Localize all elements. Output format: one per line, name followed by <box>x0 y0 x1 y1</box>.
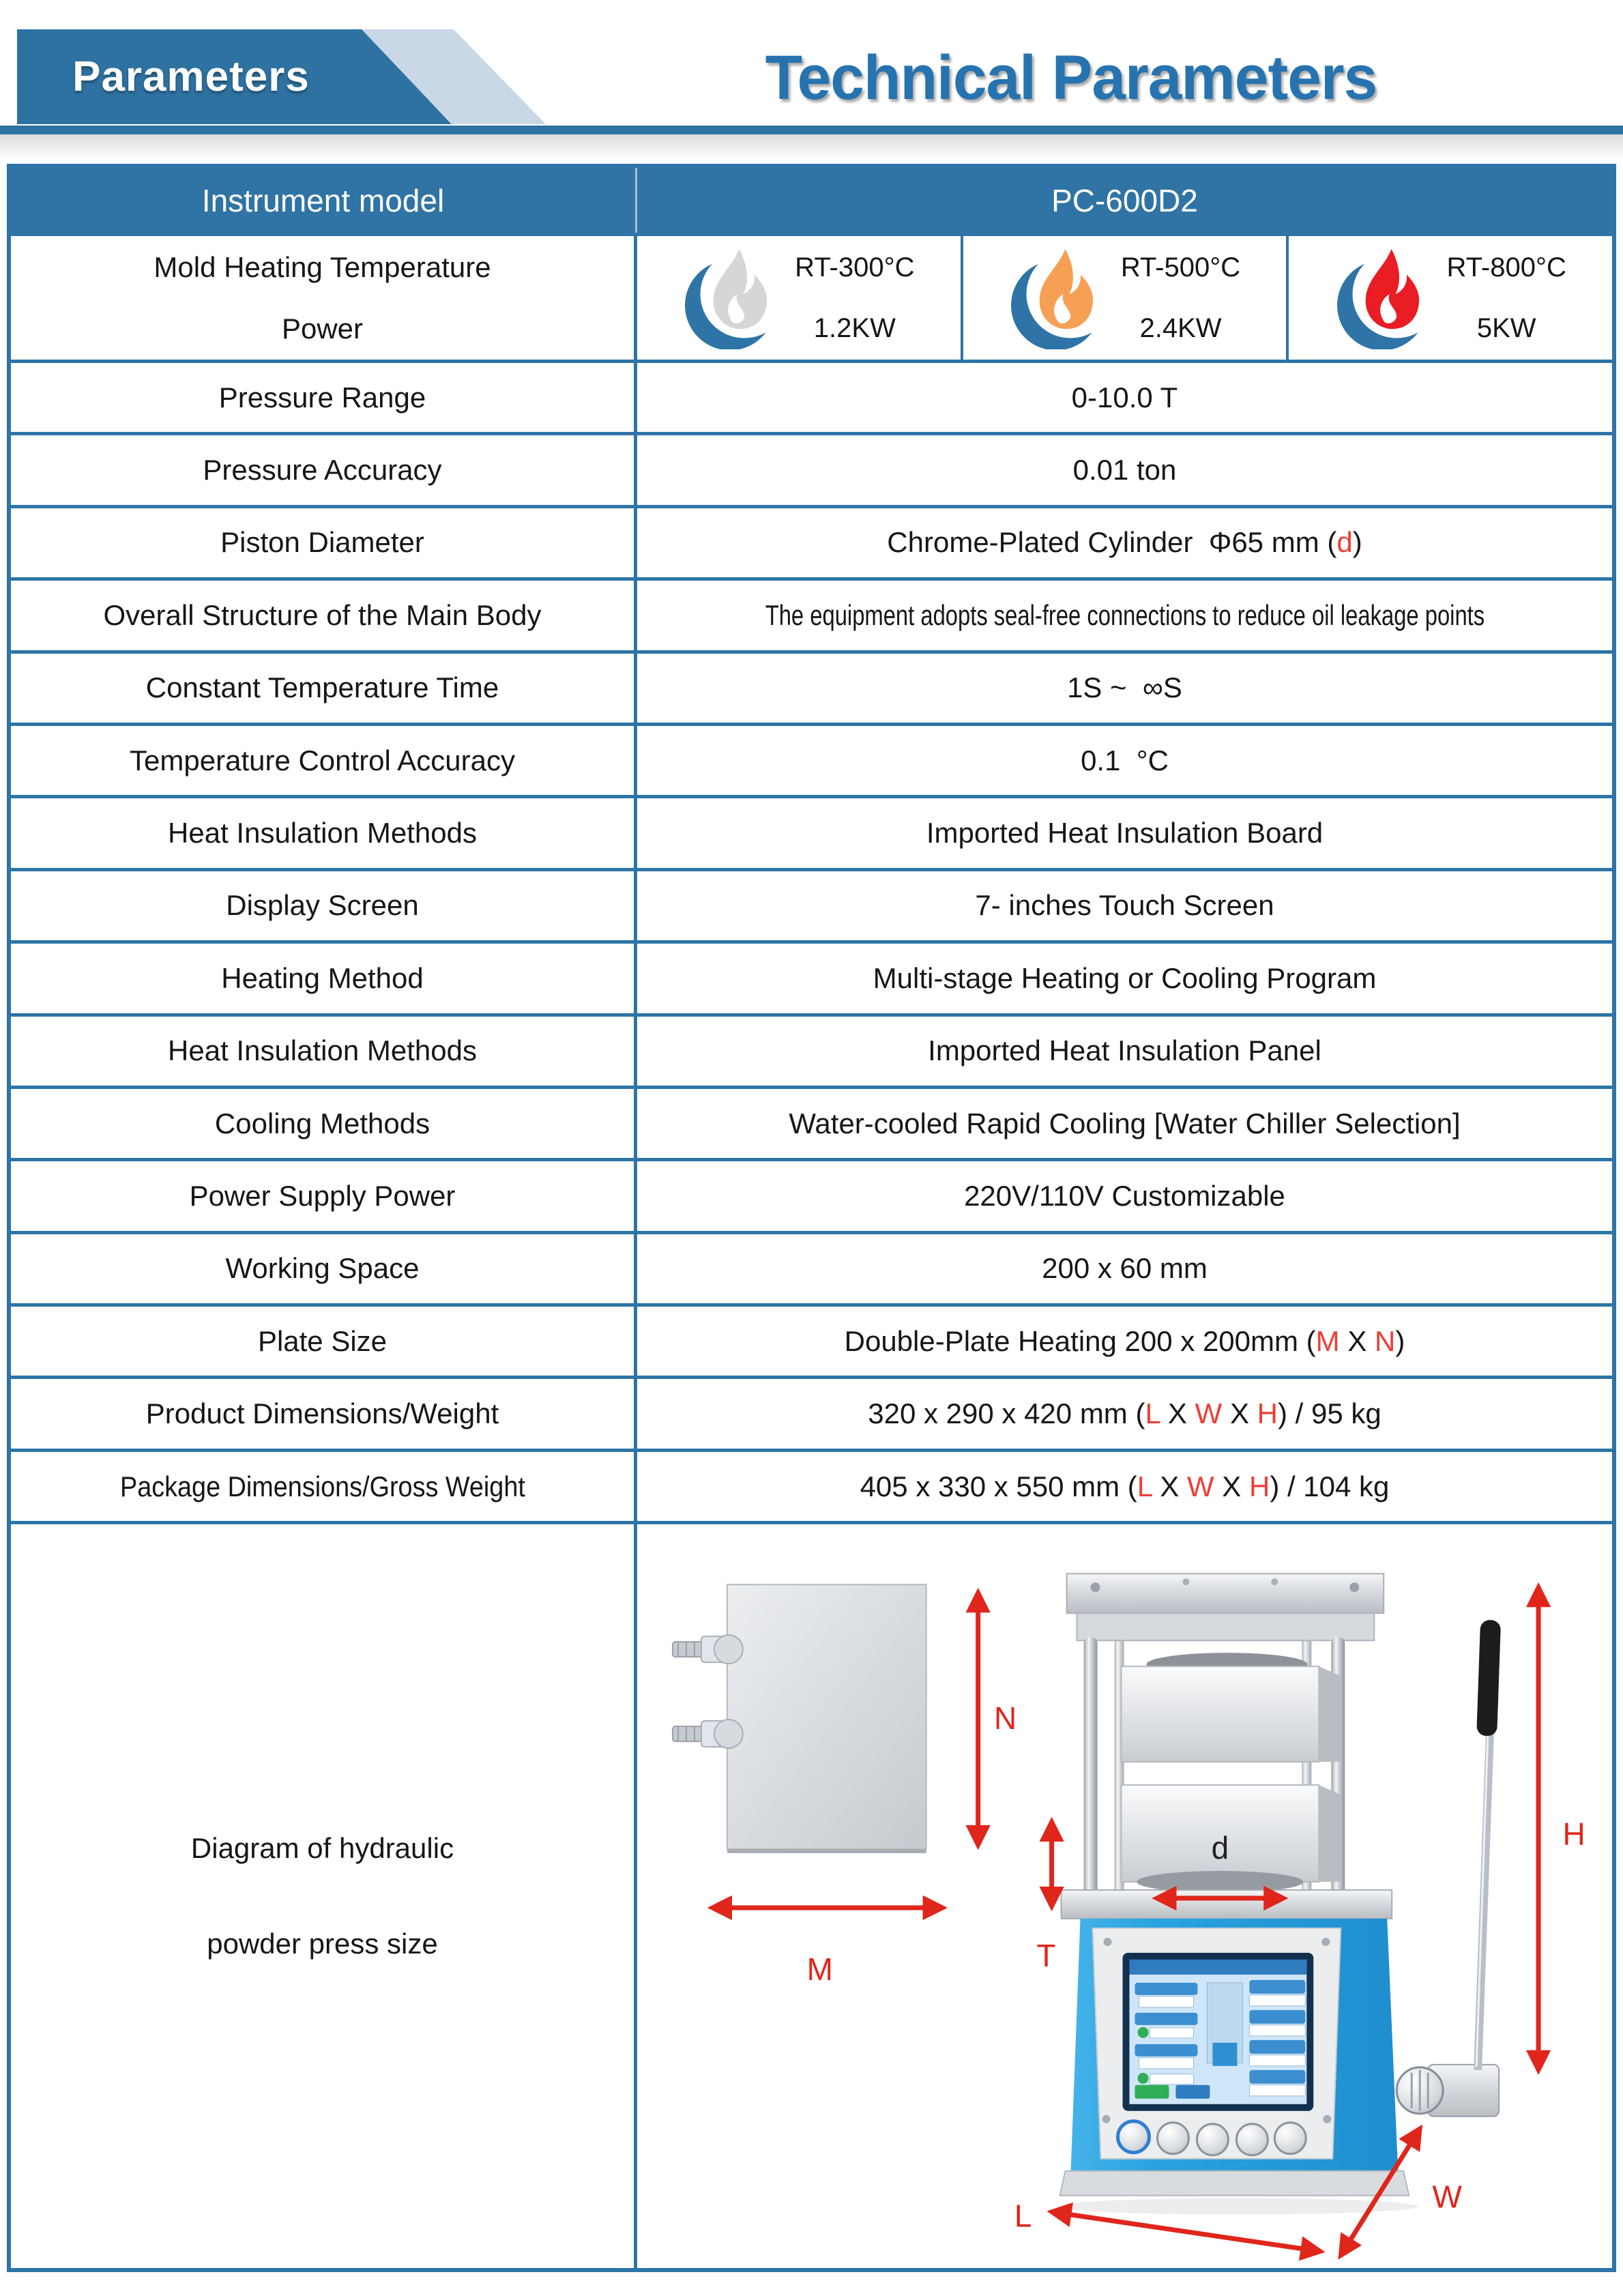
value-segment: L <box>1145 1397 1160 1430</box>
heating-options <box>637 236 1612 360</box>
value-segment: 405 x 330 x 550 mm ( <box>860 1470 1137 1502</box>
header-value-cell: PC-600D2 <box>1051 182 1198 218</box>
row-value-cell <box>637 363 1612 432</box>
value-segment: W <box>1186 1470 1214 1502</box>
table-row <box>11 360 1612 432</box>
hose-fitting-icon <box>673 1719 743 1748</box>
heating-option-cell <box>961 236 1287 360</box>
row-value-cell <box>637 1017 1612 1086</box>
dim-label-l: L <box>1014 2198 1032 2234</box>
dim-label-d: d <box>1211 1830 1229 1866</box>
value-segment: 0-10.0 T <box>1071 381 1178 413</box>
table-row <box>11 1449 1612 1521</box>
heating-label-line2: Power <box>281 312 364 345</box>
heating-power: 1.2KW <box>813 313 896 343</box>
touch-screen-illustration <box>1123 1953 1314 2111</box>
value-segment: X <box>1222 1397 1257 1430</box>
flame-red-icon <box>1335 247 1437 349</box>
value-segment: d <box>1336 526 1353 559</box>
row-label: Working Space <box>225 1252 420 1285</box>
row-label: Heating Method <box>221 961 424 994</box>
row-label: Heat Insulation Methods <box>168 817 477 849</box>
heating-temp: RT-800°C <box>1446 252 1566 282</box>
row-value <box>926 817 1323 849</box>
row-label-cell <box>11 1379 637 1448</box>
row-label: Plate Size <box>257 1324 388 1357</box>
table-row <box>11 1376 1612 1448</box>
row-label-cell <box>11 508 637 577</box>
row-value <box>1073 454 1177 486</box>
row-value-cell <box>637 1234 1612 1303</box>
row-value <box>887 526 1362 559</box>
table-row <box>11 577 1612 650</box>
banner-divider-line <box>0 126 1623 134</box>
value-segment: 220V/110V Customizable <box>964 1179 1285 1212</box>
value-segment: The equipment adopts seal-free connections to reduce oil leakage points <box>765 598 1485 631</box>
spec-table <box>7 164 1616 2272</box>
value-segment: X <box>1339 1324 1375 1357</box>
hand-lever-illustration <box>1397 1620 1501 2117</box>
row-label-cell <box>11 1161 637 1230</box>
table-row <box>11 432 1612 504</box>
value-segment: Multi-stage Heating or Cooling Program <box>873 961 1377 994</box>
row-value-cell <box>637 435 1612 504</box>
table-row <box>11 723 1612 795</box>
value-segment: Imported Heat Insulation Panel <box>928 1034 1321 1067</box>
row-label: Display Screen <box>226 889 419 922</box>
table-header-row <box>11 168 1612 233</box>
row-label: Piston Diameter <box>220 526 424 559</box>
value-segment: Imported Heat Insulation Board <box>926 817 1324 849</box>
table-row <box>11 650 1612 723</box>
value-segment: X <box>1214 1470 1249 1502</box>
hose-fitting-icon <box>673 1636 743 1664</box>
table-row <box>11 1303 1612 1376</box>
row-value-cell <box>637 944 1612 1013</box>
heating-row <box>11 233 1612 360</box>
row-label-cell <box>11 435 637 504</box>
row-value-cell <box>637 508 1612 577</box>
row-value <box>789 1107 1460 1140</box>
value-segment: 0.01 ton <box>1072 454 1177 486</box>
heating-plate-illustration <box>673 1585 926 1854</box>
row-label-cell <box>11 871 637 940</box>
value-segment: X <box>1152 1470 1187 1502</box>
row-label-cell <box>11 581 637 650</box>
value-segment: ) <box>1395 1324 1405 1357</box>
table-row <box>11 940 1612 1013</box>
row-value-cell <box>637 1161 1612 1230</box>
value-segment: N <box>1375 1324 1396 1357</box>
row-label-cell <box>11 363 637 432</box>
value-segment: H <box>1257 1397 1278 1430</box>
heating-power: 5KW <box>1476 313 1536 343</box>
row-value <box>1072 381 1178 414</box>
page-title: Technical Parameters <box>765 43 1377 113</box>
row-label: Overall Structure of the Main Body <box>103 598 542 631</box>
row-label: Temperature Control Accuracy <box>130 744 515 776</box>
row-label-cell <box>11 654 637 723</box>
value-segment: 0.1 °C <box>1081 744 1169 776</box>
heating-power: 2.4KW <box>1139 313 1222 343</box>
table-row <box>11 1013 1612 1086</box>
flame-orange-icon <box>1009 247 1111 349</box>
row-label-cell <box>11 726 637 795</box>
value-segment: ) / 104 kg <box>1270 1470 1390 1502</box>
row-value <box>845 1325 1405 1358</box>
flame-gray-icon <box>683 247 785 349</box>
table-row <box>11 1231 1612 1303</box>
row-value <box>765 599 1484 632</box>
table-row <box>11 795 1612 867</box>
row-label-cell <box>11 1089 637 1158</box>
row-value-cell <box>637 798 1612 867</box>
table-row <box>11 868 1612 940</box>
row-value-cell <box>637 581 1612 650</box>
row-label-cell <box>11 1307 637 1376</box>
dim-label-w: W <box>1432 2179 1462 2215</box>
row-label-cell <box>11 944 637 1013</box>
value-segment: L <box>1137 1470 1152 1502</box>
row-value-cell <box>637 1307 1612 1376</box>
value-segment: 320 x 290 x 420 mm ( <box>868 1397 1145 1430</box>
row-label: Power Supply Power <box>189 1179 456 1212</box>
row-value <box>1042 1252 1208 1285</box>
row-value <box>1067 671 1182 704</box>
row-value-cell <box>637 1452 1612 1521</box>
row-value-cell <box>637 1379 1612 1448</box>
row-value <box>868 1397 1381 1430</box>
value-segment: 200 x 60 mm <box>1042 1252 1208 1285</box>
row-label-cell <box>11 1452 637 1521</box>
row-value-cell <box>637 726 1612 795</box>
heating-temp: RT-300°C <box>795 252 915 282</box>
value-segment: Chrome-Plated Cylinder Φ65 mm ( <box>887 526 1337 559</box>
table-row <box>11 1158 1612 1230</box>
row-label: Cooling Methods <box>214 1107 430 1139</box>
row-value <box>1081 744 1169 777</box>
value-segment: 1S ~ ∞S <box>1067 671 1182 704</box>
value-segment: X <box>1160 1397 1195 1430</box>
row-label: Pressure Accuracy <box>203 454 442 486</box>
row-label: Product Dimensions/Weight <box>145 1397 499 1430</box>
row-value-cell <box>637 654 1612 723</box>
heating-label-line1: Mold Heating Temperature <box>153 250 491 283</box>
row-value-cell <box>637 1089 1612 1158</box>
row-value <box>964 1180 1285 1212</box>
row-label-cell <box>11 1234 637 1303</box>
diagram-label-cell <box>11 1524 637 2268</box>
value-segment: W <box>1195 1397 1223 1430</box>
row-value <box>873 962 1377 995</box>
dim-label-m: M <box>806 1951 833 1988</box>
value-segment: H <box>1248 1470 1270 1502</box>
heating-option-cell <box>637 236 961 360</box>
value-segment: ) <box>1352 526 1362 559</box>
value-segment: Double-Plate Heating 200 x 200mm ( <box>844 1324 1316 1357</box>
table-row <box>11 505 1612 577</box>
row-label-cell <box>11 798 637 867</box>
heating-label-cell <box>11 236 637 360</box>
value-segment: Water-cooled Rapid Cooling [Water Chiller Selection] <box>789 1107 1461 1139</box>
value-segment: ) / 95 kg <box>1277 1397 1381 1430</box>
row-value <box>860 1470 1390 1503</box>
diagram-label-line2: powder press size <box>207 1928 438 1960</box>
diagram-label-line1: Diagram of hydraulic <box>190 1832 454 1865</box>
header-label-cell: Instrument model <box>11 168 637 233</box>
press-dimension-diagram <box>637 1524 1612 2268</box>
row-label: Heat Insulation Methods <box>168 1034 477 1067</box>
banner-tab-label: Parameters <box>72 53 310 100</box>
row-value <box>928 1034 1321 1067</box>
diagram-cell <box>637 1524 1612 2268</box>
dim-label-t: T <box>1036 1938 1056 1974</box>
dim-label-n: N <box>994 1700 1017 1736</box>
row-label: Package Dimensions/Gross Weight <box>119 1470 525 1502</box>
diagram-row <box>11 1521 1612 2268</box>
value-segment: M <box>1315 1324 1340 1357</box>
row-value <box>975 889 1274 922</box>
dim-label-h: H <box>1562 1816 1585 1852</box>
heating-temp: RT-500°C <box>1120 252 1241 282</box>
banner-shadow <box>0 134 1623 160</box>
table-row <box>11 1086 1612 1158</box>
row-label: Pressure Range <box>218 381 426 413</box>
row-label: Constant Temperature Time <box>145 671 499 704</box>
value-segment: 7- inches Touch Screen <box>975 889 1274 922</box>
row-label-cell <box>11 1017 637 1086</box>
row-value-cell <box>637 871 1612 940</box>
heating-option-cell <box>1286 236 1612 360</box>
